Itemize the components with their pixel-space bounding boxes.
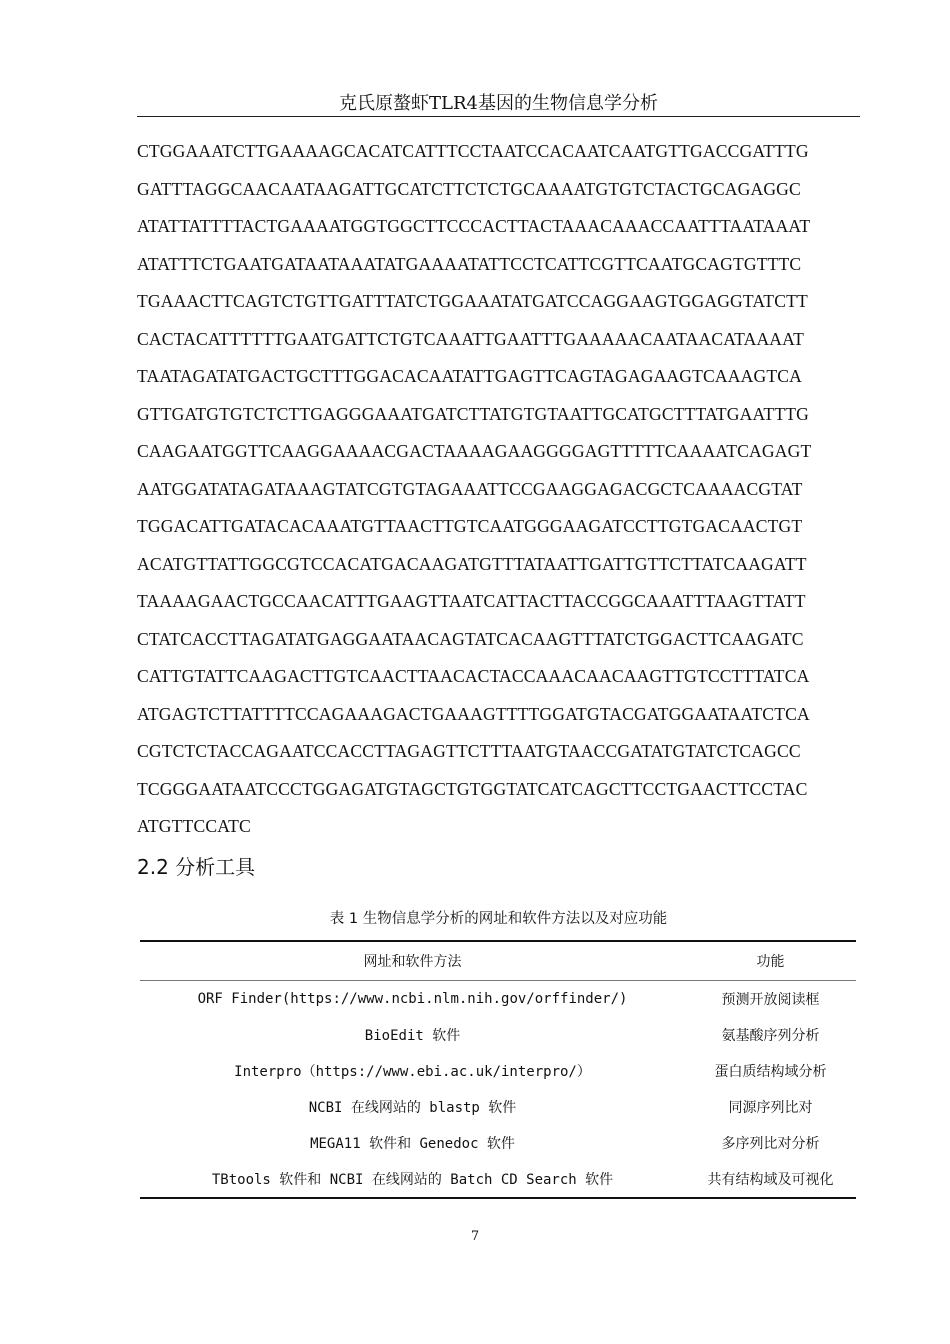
- sequence-block: [137, 133, 877, 846]
- table-caption: 表 1 生物信息学分析的网址和软件方法以及对应功能: [329, 911, 668, 927]
- table-row: [140, 981, 856, 1018]
- method-cell: NCBI 在线网站的 blastp 软件: [308, 1100, 517, 1116]
- sequence-line: ATATTATTTTACTGAAAATGGTGGCTTCCCACTTACTAAACAAACCAATTTAATAAAT: [137, 216, 811, 236]
- sequence-line: TAAAAGAACTGCCAACATTTGAAGTTAATCATTACTTACCGGCAAATTTAAGTTATT: [137, 591, 806, 611]
- header-method: 网址和软件方法: [140, 941, 685, 981]
- running-header: 克氏原螯虾TLR4基因的生物信息学分析: [339, 93, 658, 114]
- sequence-line: GATTTAGGCAACAATAAGATTGCATCTTCTCTGCAAAATGTGTCTACTGCAGAGGC: [137, 178, 801, 199]
- table-row: [140, 1053, 856, 1089]
- function-cell: 蛋白质结构域分析: [714, 1064, 827, 1080]
- function-cell: 同源序列比对: [728, 1100, 813, 1116]
- method-cell: ORF Finder(https://www.ncbi.nlm.nih.gov/orffinder/): [197, 991, 628, 1007]
- sequence-line: TAATAGATATGACTGCTTTGGACACAATATTGAGTTCAGTAGAGAAGTCAAAGTCA: [137, 366, 802, 386]
- sequence-line: GTTGATGTGTCTCTTGAGGGAAATGATCTTATGTGTAATTGCATGCTTTATGAATTTG: [137, 403, 809, 424]
- method-cell: Interpro（https://www.ebi.ac.uk/interpro/）: [234, 1064, 591, 1080]
- sequence-line: CACTACATTTTTTGAATGATTCTGTCAAATTGAATTTGAAAAACAATAACATAAAAT: [137, 328, 804, 349]
- sequence-line: ATGAGTCTTATTTTCCAGAAAGACTGAAAGTTTTGGATGTACGATGGAATAATCTCA: [137, 703, 810, 724]
- table-row: [140, 1089, 856, 1125]
- function-cell: 多序列比对分析: [721, 1136, 820, 1152]
- table-row: [140, 1161, 856, 1198]
- header-function: 功能: [685, 941, 856, 981]
- sequence-line: ATATTTCTGAATGATAATAAATATGAAAATATTCCTCATTCGTTCAATGCAGTGTTTC: [137, 253, 802, 274]
- page-number: 7: [470, 1229, 480, 1244]
- header-rule: [137, 116, 860, 117]
- function-cell: 预测开放阅读框: [721, 992, 820, 1008]
- method-cell: MEGA11 软件和 Genedoc 软件: [310, 1136, 515, 1152]
- table-row: [140, 1017, 856, 1053]
- sequence-line: CTGGAAATCTTGAAAAGCACATCATTTCCTAATCCACAATCAATGTTGACCGATTTG: [137, 141, 809, 161]
- sequence-line: ACATGTTATTGGCGTCCACATGACAAGATGTTTATAATTGATTGTTCTTATCAAGATT: [137, 553, 807, 574]
- sequence-line: TGGACATTGATACACAAATGTTAACTTGTCAATGGGAAGATCCTTGTGACAACTGT: [137, 516, 803, 536]
- sequence-line: CAAGAATGGTTCAAGGAAAACGACTAAAAGAAGGGGAGTTTTTCAAAATCAGAGT: [137, 441, 812, 461]
- method-cell: BioEdit 软件: [364, 1028, 461, 1044]
- table-row: [140, 1125, 856, 1161]
- function-cell: 氨基酸序列分析: [721, 1028, 820, 1044]
- sequence-line: AATGGATATAGATAAAGTATCGTGTAGAAATTCCGAAGGAGACGCTCAAAACGTAT: [137, 478, 803, 499]
- section-heading: 2.2 分析工具: [137, 855, 256, 879]
- sequence-line: CGTCTCTACCAGAATCCACCTTAGAGTTCTTTAATGTAACCGATATGTATCTCAGCC: [137, 741, 801, 761]
- table-header-row: [140, 941, 856, 981]
- method-cell: TBtools 软件和 NCBI 在线网站的 Batch CD Search 软件: [140, 1161, 685, 1198]
- sequence-line: CATTGTATTCAAGACTTGTCAACTTAACACTACCAAACAACAAGTTGTCCTTTATCA: [137, 666, 810, 686]
- function-cell: 共有结构域及可视化: [685, 1161, 856, 1198]
- tools-table: [140, 940, 856, 1199]
- sequence-line: ATGTTCCATC: [137, 816, 251, 836]
- sequence-line: TGAAACTTCAGTCTGTTGATTTATCTGGAAATATGATCCAGGAAGTGGAGGTATCTT: [137, 291, 808, 311]
- sequence-line: CTATCACCTTAGATATGAGGAATAACAGTATCACAAGTTTATCTGGACTTCAAGATC: [137, 628, 804, 649]
- sequence-line: TCGGGAATAATCCCTGGAGATGTAGCTGTGGTATCATCAGCTTCCTGAACTTCCTAC: [137, 778, 808, 799]
